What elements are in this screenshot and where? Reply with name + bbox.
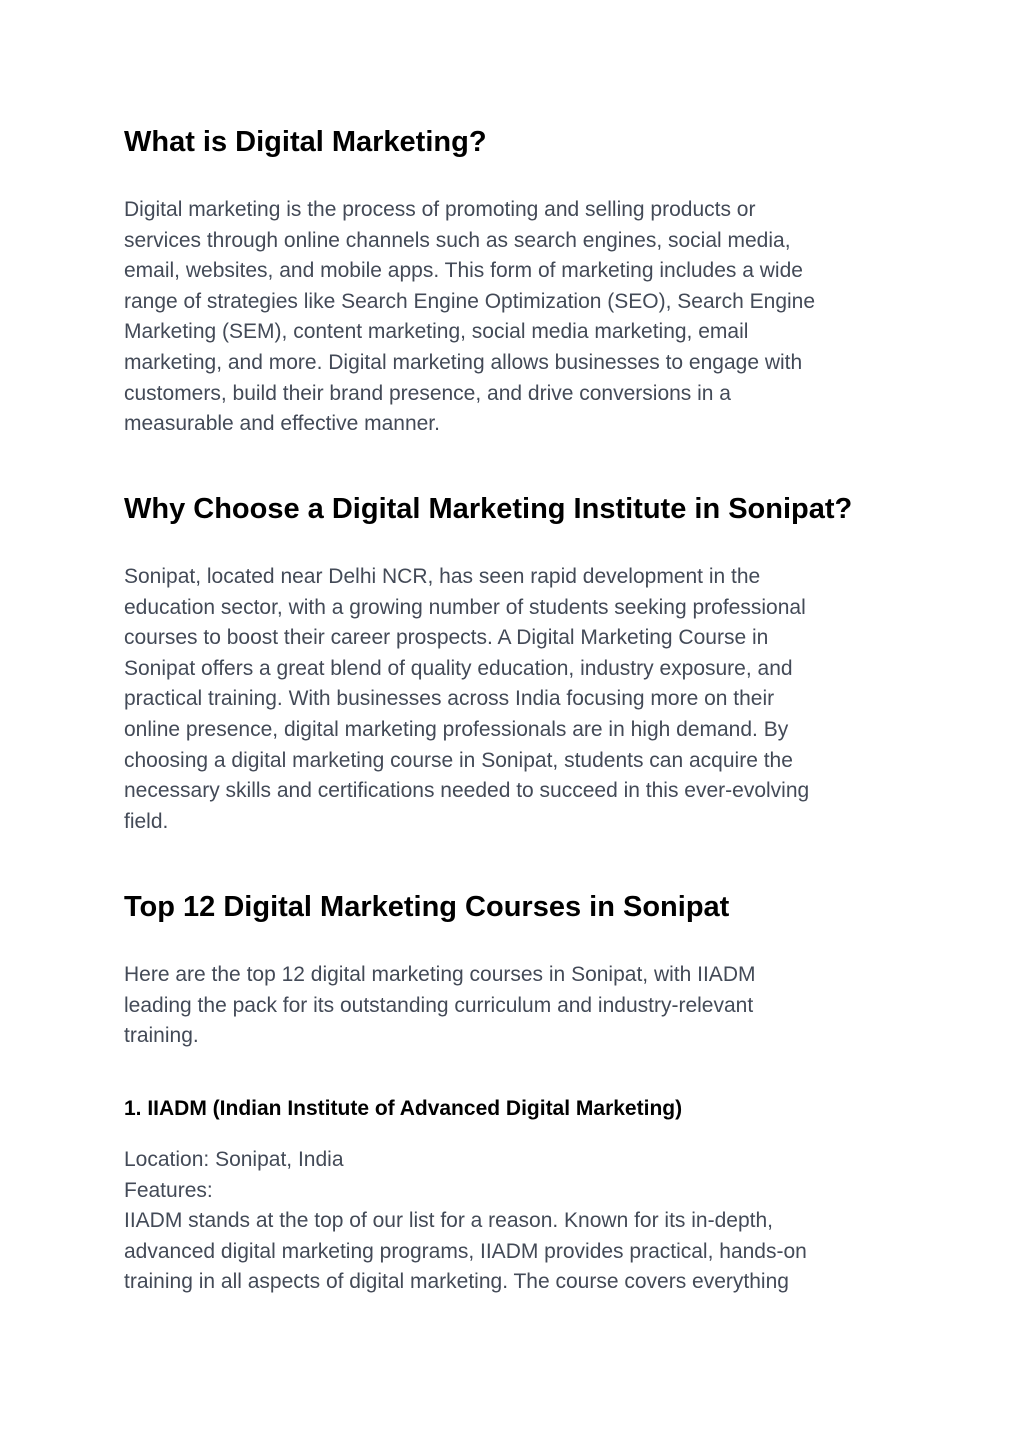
paragraph-item-1-details [124, 1145, 807, 1298]
text-line: IIADM stands at the top of our list for a reason. Known for its in-depth, [124, 1209, 773, 1233]
text-line: Features: [124, 1178, 213, 1202]
text-line: practical training. With businesses across India focusing more on their [124, 687, 775, 711]
text-line: training. [124, 1024, 199, 1048]
text-line: services through online channels such as search engines, social media, [124, 228, 791, 252]
paragraph-digital-marketing-definition [124, 195, 815, 440]
text-line: education sector, with a growing number of students seeking professional [124, 595, 806, 619]
text-line: customers, build their brand presence, and drive conversions in a [124, 381, 731, 405]
text-line: Here are the top 12 digital marketing courses in Sonipat, with IIADM [124, 963, 756, 986]
heading-top-12-courses: Top 12 Digital Marketing Courses in Sonipat [124, 891, 730, 923]
text-line: Sonipat offers a great blend of quality education, industry exposure, and [124, 656, 793, 680]
text-line: email, websites, and mobile apps. This form of marketing includes a wide [124, 259, 803, 283]
text-line: Sonipat, located near Delhi NCR, has seen rapid development in the [124, 565, 761, 588]
paragraph-why-sonipat [124, 562, 809, 837]
text-line: leading the pack for its outstanding curriculum and industry-relevant [124, 993, 754, 1017]
text-line: measurable and effective manner. [124, 412, 440, 436]
text-line: Location: Sonipat, India [124, 1148, 344, 1171]
text-line: courses to boost their career prospects. A Digital Marketing Course in [124, 626, 769, 650]
text-line: field. [124, 809, 169, 833]
text-line: choosing a digital marketing course in Sonipat, students can acquire the [124, 748, 793, 772]
text-line: range of strategies like Search Engine Optimization (SEO), Search Engine [124, 289, 816, 313]
text-line: advanced digital marketing programs, IIADM provides practical, hands-on [124, 1239, 807, 1263]
text-line: Digital marketing is the process of promoting and selling products or [124, 198, 756, 221]
text-line: necessary skills and certifications needed to succeed in this ever-evolving [124, 779, 810, 803]
heading-what-is-digital-marketing: What is Digital Marketing? [124, 126, 487, 158]
heading-item-1-iiadm: 1. IIADM (Indian Institute of Advanced Digital Marketing) [124, 1097, 683, 1120]
text-line: marketing, and more. Digital marketing allows businesses to engage with [124, 350, 803, 374]
text-line: online presence, digital marketing professionals are in high demand. By [124, 717, 789, 741]
text-line: training in all aspects of digital marketing. The course covers everything [124, 1270, 789, 1294]
text-line: Marketing (SEM), content marketing, social media marketing, email [124, 320, 749, 344]
heading-why-choose-institute: Why Choose a Digital Marketing Institute in Sonipat? [124, 493, 853, 525]
paragraph-top-12-intro [124, 960, 755, 1052]
